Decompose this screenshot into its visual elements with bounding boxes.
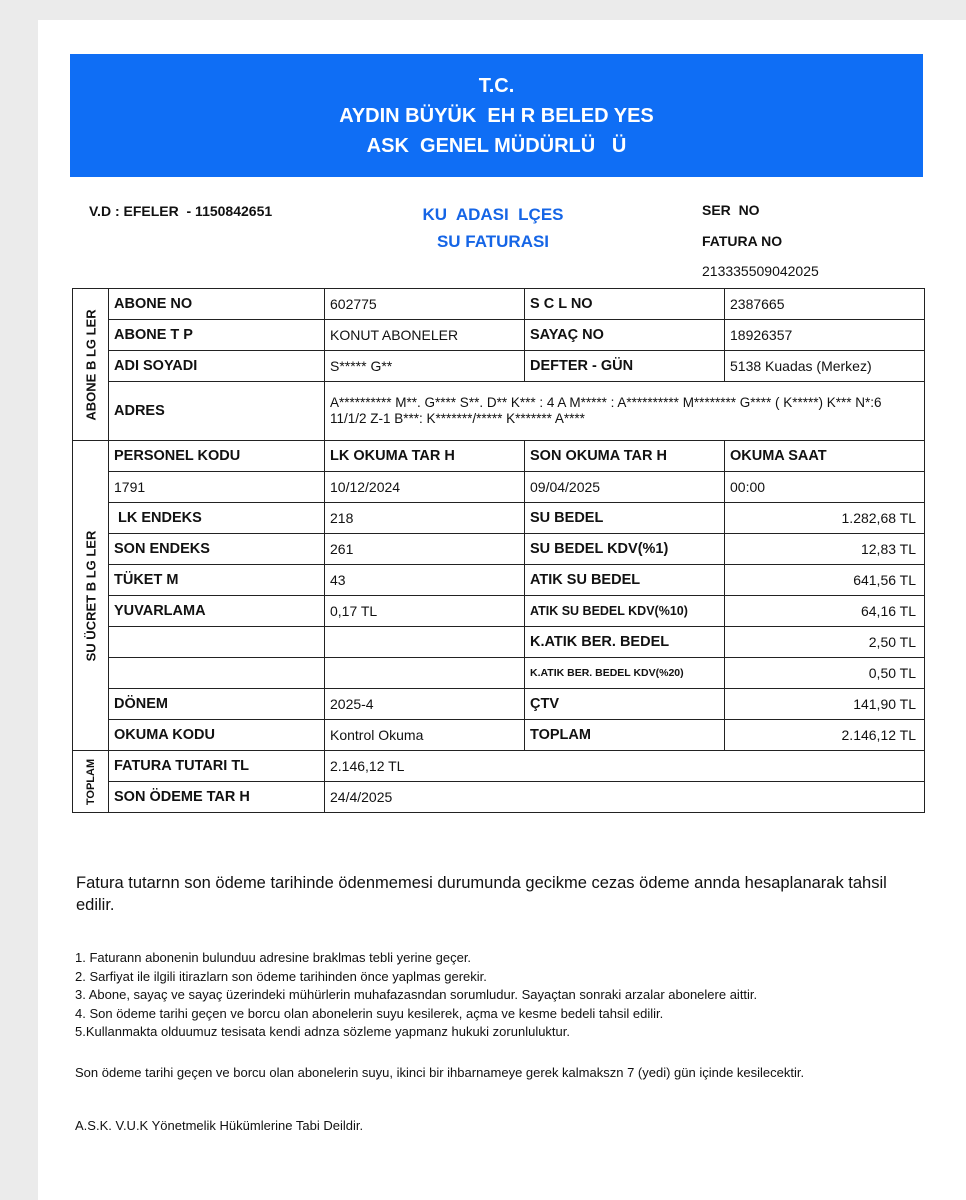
due-date-value: 24/4/2025 (325, 782, 925, 813)
name-value: S***** G** (325, 351, 525, 382)
header-line-2: AYDIN BÜYÜK EH R BELED YES (339, 104, 654, 127)
subscriber-no-label: ABONE NO (109, 289, 325, 320)
meter-no-value: 18926357 (725, 320, 925, 351)
total-label: TOPLAM (525, 720, 725, 751)
staff-code-value: 1791 (109, 472, 325, 503)
due-date-label: SON ÖDEME TAR H (109, 782, 325, 813)
disconnection-notice: Son ödeme tarihi geçen ve borcu olan abonelerin suyu, ikinci bir ihbarnameye gerek kalmakszn 7 (yedi) gün içinde kesilecektir. (75, 1065, 805, 1080)
last-reading-date-label: SON OKUMA TAR H (525, 441, 725, 472)
rounding-value: 0,17 TL (325, 596, 525, 627)
reading-time-value: 00:00 (725, 472, 925, 503)
last-index-label: SON ENDEKS (109, 534, 325, 565)
solid-waste-fee-value: 2,50 TL (725, 627, 925, 658)
first-reading-date-value: 10/12/2024 (325, 472, 525, 503)
wastewater-fee-value: 641,56 TL (725, 565, 925, 596)
terms-item-5: 5.Kullanmakta olduumuz tesisata kendi adnza sözleme yapmanz hukuki zorunluluktur. (75, 1024, 570, 1039)
last-index-value: 261 (325, 534, 525, 565)
header-line-3: ASK GENEL MÜDÜRLÜ Ü (366, 134, 627, 157)
wastewater-fee-label: ATIK SU BEDEL (525, 565, 725, 596)
period-label: DÖNEM (109, 689, 325, 720)
name-label: ADI SOYADI (109, 351, 325, 382)
ledger-value: 5138 Kuadas (Merkez) (725, 351, 925, 382)
first-index-value: 218 (325, 503, 525, 534)
registry-no-value: 2387665 (725, 289, 925, 320)
invoice-tables (72, 288, 924, 813)
ledger-label: DEFTER - GÜN (525, 351, 725, 382)
rounding-label: YUVARLAMA (109, 596, 325, 627)
terms-item-4: 4. Son ödeme tarihi geçen ve borcu olan abonelerin suyu kesilerek, açma ve kesme bedeli tahsil edilir. (75, 1005, 664, 1021)
invoice-subtitle (368, 201, 618, 255)
invoice-page (38, 20, 966, 1200)
first-reading-date-label: LK OKUMA TAR H (325, 441, 525, 472)
terms-list (75, 949, 935, 1042)
terms-item-3: 3. Abone, sayaç ve sayaç üzerindeki mühürlerin muhafazasndan sorumludur. Sayaçtan sonraki arzalar abonelere aittir. (75, 987, 758, 1002)
terms-item-2: 2. Sarfiyat ile ilgili itirazlarn son ödeme tarihinden önce yaplmas gerekir. (75, 968, 487, 984)
subscriber-type-value: KONUT ABONELER (325, 320, 525, 351)
total-value: 2.146,12 TL (725, 720, 925, 751)
address-label: ADRES (109, 382, 325, 441)
empty-cell (325, 658, 525, 689)
totals-table (72, 750, 925, 813)
consumption-label: TÜKET M (109, 565, 325, 596)
reading-code-label: OKUMA KODU (109, 720, 325, 751)
consumption-value: 43 (325, 565, 525, 596)
first-index-label: LK ENDEKS (109, 503, 325, 534)
header-line-1: T.C. (478, 74, 515, 97)
address-value: A********** M**. G**** S**. D** K*** : 4 A M***** : A********** M******** G**** ( K*****) K*** N*:6 11/1/2 Z-1 B***: K*******/***** K******* A**** (325, 382, 925, 441)
last-reading-date-value: 09/04/2025 (525, 472, 725, 503)
serial-no-label: SER NO (702, 202, 760, 218)
environment-tax-value: 141,90 TL (725, 689, 925, 720)
invoice-no-label: FATURA NO (702, 233, 783, 249)
tax-office: V.D : EFELER - 1150842651 (89, 203, 273, 219)
subtitle-district: KU ADASI LÇES (422, 205, 564, 224)
wastewater-vat-value: 64,16 TL (725, 596, 925, 627)
environment-tax-label: ÇTV (525, 689, 725, 720)
solid-waste-vat-value: 0,50 TL (725, 658, 925, 689)
reading-time-label: OKUMA SAAT (725, 441, 925, 472)
invoice-no-value: 213335509042025 (702, 263, 819, 279)
registry-no-label: S C L NO (525, 289, 725, 320)
water-vat-value: 12,83 TL (725, 534, 925, 565)
empty-cell (325, 627, 525, 658)
subtitle-title: SU FATURASI (436, 232, 550, 251)
period-value: 2025-4 (325, 689, 525, 720)
totals-section-label: TOPLAM (73, 751, 109, 813)
invoice-header (70, 54, 923, 177)
water-fee-value: 1.282,68 TL (725, 503, 925, 534)
subscriber-table (72, 288, 925, 441)
solid-waste-fee-label: K.ATIK BER. BEDEL (525, 627, 725, 658)
empty-cell (109, 627, 325, 658)
subscriber-no-value: 602775 (325, 289, 525, 320)
invoice-amount-label: FATURA TUTARI TL (109, 751, 325, 782)
terms-item-1: 1. Faturann abonenin bulunduu adresine braklmas tebli yerine geçer. (75, 950, 472, 965)
charges-section-label: SU ÜCRET B LG LER (73, 441, 109, 751)
subscriber-type-label: ABONE T P (109, 320, 325, 351)
subscriber-section-label: ABONE B LG LER (73, 289, 109, 441)
invoice-amount-value: 2.146,12 TL (325, 751, 925, 782)
wastewater-vat-label: ATIK SU BEDEL KDV(%10) (525, 596, 725, 627)
water-fee-label: SU BEDEL (525, 503, 725, 534)
regulation-note: A.S.K. V.U.K Yönetmelik Hükümlerine Tabi Deildir. (75, 1118, 364, 1133)
late-payment-warning: Fatura tutarnn son ödeme tarihinde ödenmemesi durumunda gecikme cezas ödeme annda hesaplanarak tahsil edilir. (76, 874, 887, 914)
charges-table (72, 440, 925, 751)
reading-code-value: Kontrol Okuma (325, 720, 525, 751)
water-vat-label: SU BEDEL KDV(%1) (525, 534, 725, 565)
empty-cell (109, 658, 325, 689)
solid-waste-vat-label: K.ATIK BER. BEDEL KDV(%20) (525, 658, 725, 689)
meter-no-label: SAYAÇ NO (525, 320, 725, 351)
staff-code-label: PERSONEL KODU (109, 441, 325, 472)
